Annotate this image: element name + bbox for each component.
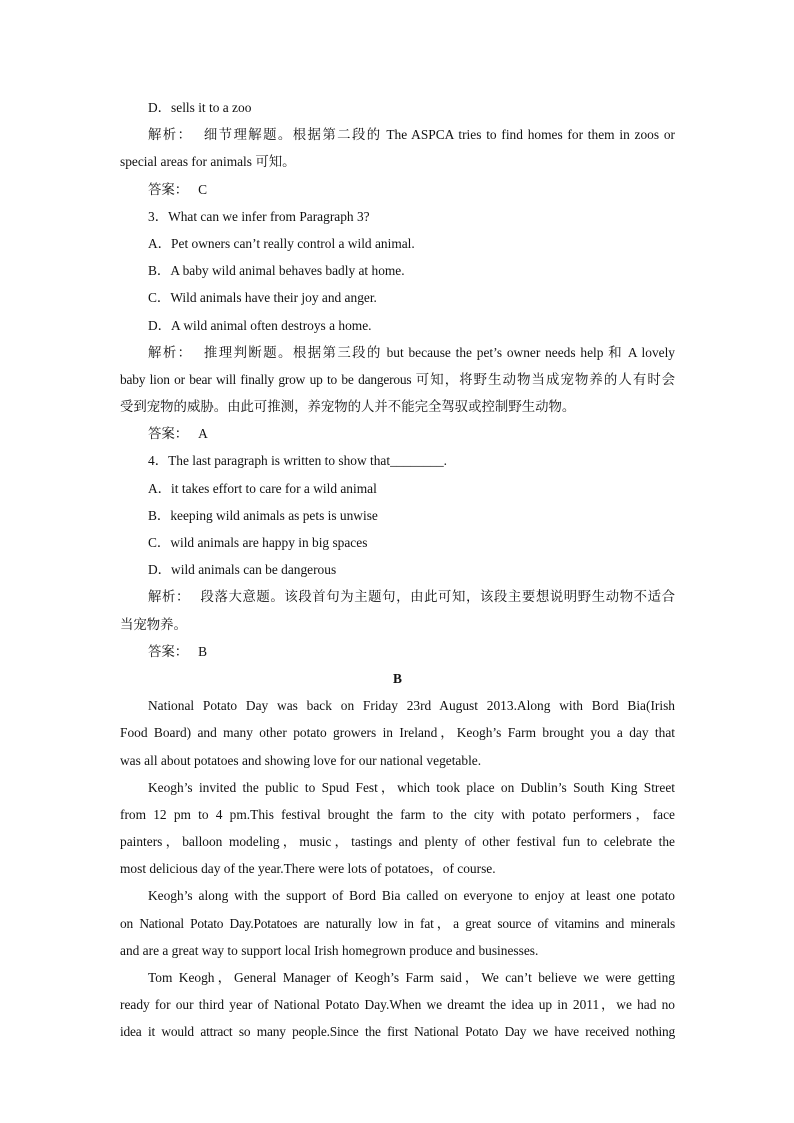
section-b-paragraph-4 [120,964,675,1046]
q4-answer-label: 答案： [148,643,189,659]
paragraph-line: most delicious day of the year.There were lots of potatoes，of course. [120,861,496,877]
paragraph-line: Keogh’s along with the support of Bord Bia called on everyone to enjoy at least one potato [148,888,675,904]
q2-answer: C [198,181,208,197]
q3-answer: A [198,426,208,442]
paragraph-line: was all about potatoes and showing love for our national vegetable. [120,752,482,768]
q4-option-a: A．it takes effort to care for a wild animal [148,480,377,496]
q2-analysis-line-2: special areas for animals 可知。 [120,154,296,170]
paragraph-line: National Potato Day was back on Friday 23rd August 2013.Along with Bord Bia(Irish [148,698,675,714]
q3-answer-label: 答案： [148,426,189,442]
q3-analysis-line-2: baby lion or bear will finally grow up to be dangerous 可知，将野生动物当成宠物养的人有时会 [120,371,675,387]
q3-answer-line [120,420,675,447]
q2-answer-line [120,176,675,203]
q3-option-a: A．Pet owners can’t really control a wild animal. [148,235,415,251]
paragraph-line: ready for our third year of National Potato Day.When we dreamt the idea up in 2011，we had no [120,997,675,1013]
q3-analysis-text-1: 推理判断题。根据第三段的 but because the pet’s owner needs help 和 A lovely [202,344,675,360]
paragraph-line: on National Potato Day.Potatoes are naturally low in fat，a great source of vitamins and minerals [120,915,675,931]
q4-answer-line [120,638,675,665]
q2-option-d: D．sells it to a zoo [148,100,252,115]
q3-option-c: C．Wild animals have their joy and anger. [148,290,377,306]
paragraph-line: and are a great way to support local Irish homegrown produce and businesses. [120,942,539,958]
document-page [120,94,675,1046]
paragraph-line: idea it would attract so many people.Since the first National Potato Day we have received nothing [120,1024,675,1040]
q2-analysis-text-1: 细节理解题。根据第二段的 The ASPCA tries to find homes for them in zoos or [202,127,675,143]
paragraph-line: painters，balloon modeling，music，tastings and plenty of other festival fun to celebrate the [120,834,675,850]
q2-analysis-line-1 [120,121,675,148]
q4-analysis-line-1 [120,583,675,610]
section-b-paragraph-2 [120,774,675,883]
q4-analysis-label: 解析： [148,589,190,605]
q4-question: 4．The last paragraph is written to show that________. [148,453,448,469]
section-b-paragraph-3 [120,882,675,964]
q3-question: 3．What can we infer from Paragraph 3? [148,208,370,224]
q4-option-d: D．wild animals can be dangerous [148,562,337,578]
q3-analysis-line-1 [120,339,675,366]
section-b-heading: B [393,670,402,686]
paragraph-line: Food Board) and many other potato growers in Ireland，Keogh’s Farm brought you a day that [120,725,675,741]
paragraph-line: Keogh’s invited the public to Spud Fest，which took place on Dublin’s South King Street [148,779,675,795]
q4-option-b: B．keeping wild animals as pets is unwise [148,507,378,523]
q4-analysis-text-1: 段落大意题。该段首句为主题句，由此可知，该段主要想说明野生动物不适合 [199,589,675,605]
q4-analysis-line-2: 当宠物养。 [120,616,187,632]
paragraph-line: Tom Keogh，General Manager of Keogh’s Farm said，We can’t believe we were getting [148,970,675,985]
q2-analysis-label: 解析： [148,127,193,143]
q4-option-c: C．wild animals are happy in big spaces [148,535,368,550]
q3-analysis-line-3: 受到宠物的威胁。由此可推测，养宠物的人并不能完全驾驭或控制野生动物。 [120,399,576,415]
q4-answer: B [198,643,208,659]
q3-option-b: B．A baby wild animal behaves badly at home. [148,263,405,279]
q3-option-d: D．A wild animal often destroys a home. [148,317,372,333]
section-b-paragraph-1 [120,692,675,774]
q2-answer-label: 答案： [148,181,189,197]
paragraph-line: from 12 pm to 4 pm.This festival brought the farm to the city with potato performers，face [120,806,675,822]
q3-analysis-label: 解析： [148,344,193,360]
